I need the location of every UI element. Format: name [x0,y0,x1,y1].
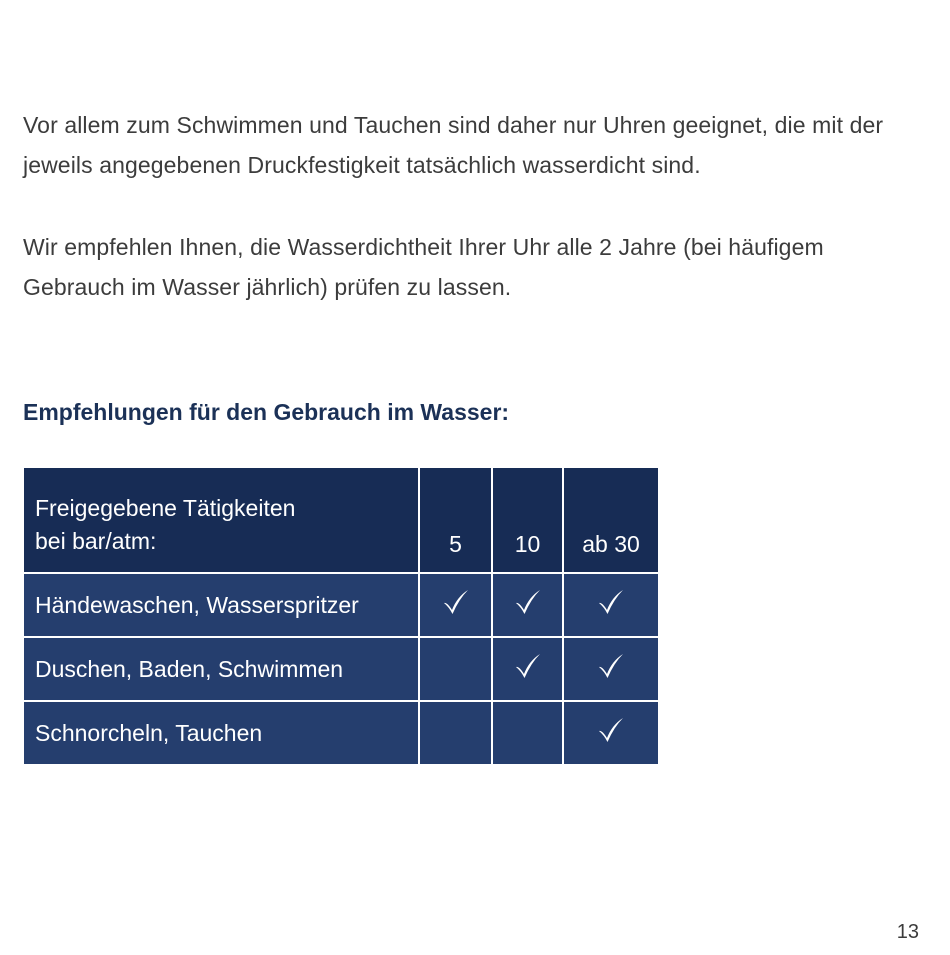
header-activity-cell [23,467,419,573]
checkmark-icon [513,587,543,617]
checkmark-icon [596,715,626,745]
allowed-cell [419,573,492,637]
section-heading: Empfehlungen für den Gebrauch im Wasser: [23,399,510,425]
activity-cell: Händewaschen, Wasserspritzer [23,573,419,637]
header-level-10: 10 [492,467,563,573]
header-activity-line1: Freigegebene Tätigkeiten [35,495,296,521]
page-number: 13 [896,921,919,943]
header-level-5: 5 [419,467,492,573]
recommendation-paragraph: Wir empfehlen Ihnen, die Wasserdichtheit Ihrer Uhr alle 2 Jahre (bei häufigem Gebrauch im Wasser jährlich) prüfen zu lassen. [23,234,824,300]
allowed-cell [419,701,492,765]
table-row [23,637,659,701]
allowed-cell [492,637,563,701]
allowed-cell [563,637,659,701]
table-row [23,573,659,637]
header-level-30: ab 30 [563,467,659,573]
activity-cell: Duschen, Baden, Schwimmen [23,637,419,701]
allowed-cell [492,573,563,637]
allowed-cell [492,701,563,765]
checkmark-icon [441,587,471,617]
checkmark-icon [596,587,626,617]
water-use-table [22,466,660,766]
allowed-cell [563,701,659,765]
checkmark-icon [596,651,626,681]
allowed-cell [563,573,659,637]
header-activity-line2: bei bar/atm: [35,528,157,554]
checkmark-icon [513,651,543,681]
table-header-row [23,467,659,573]
intro-paragraph: Vor allem zum Schwimmen und Tauchen sind daher nur Uhren geeignet, die mit der jeweils angegebenen Druckfestigkeit tatsächlich wasserdicht sind. [23,112,884,178]
allowed-cell [419,637,492,701]
table-row [23,701,659,765]
activity-cell: Schnorcheln, Tauchen [23,701,419,765]
